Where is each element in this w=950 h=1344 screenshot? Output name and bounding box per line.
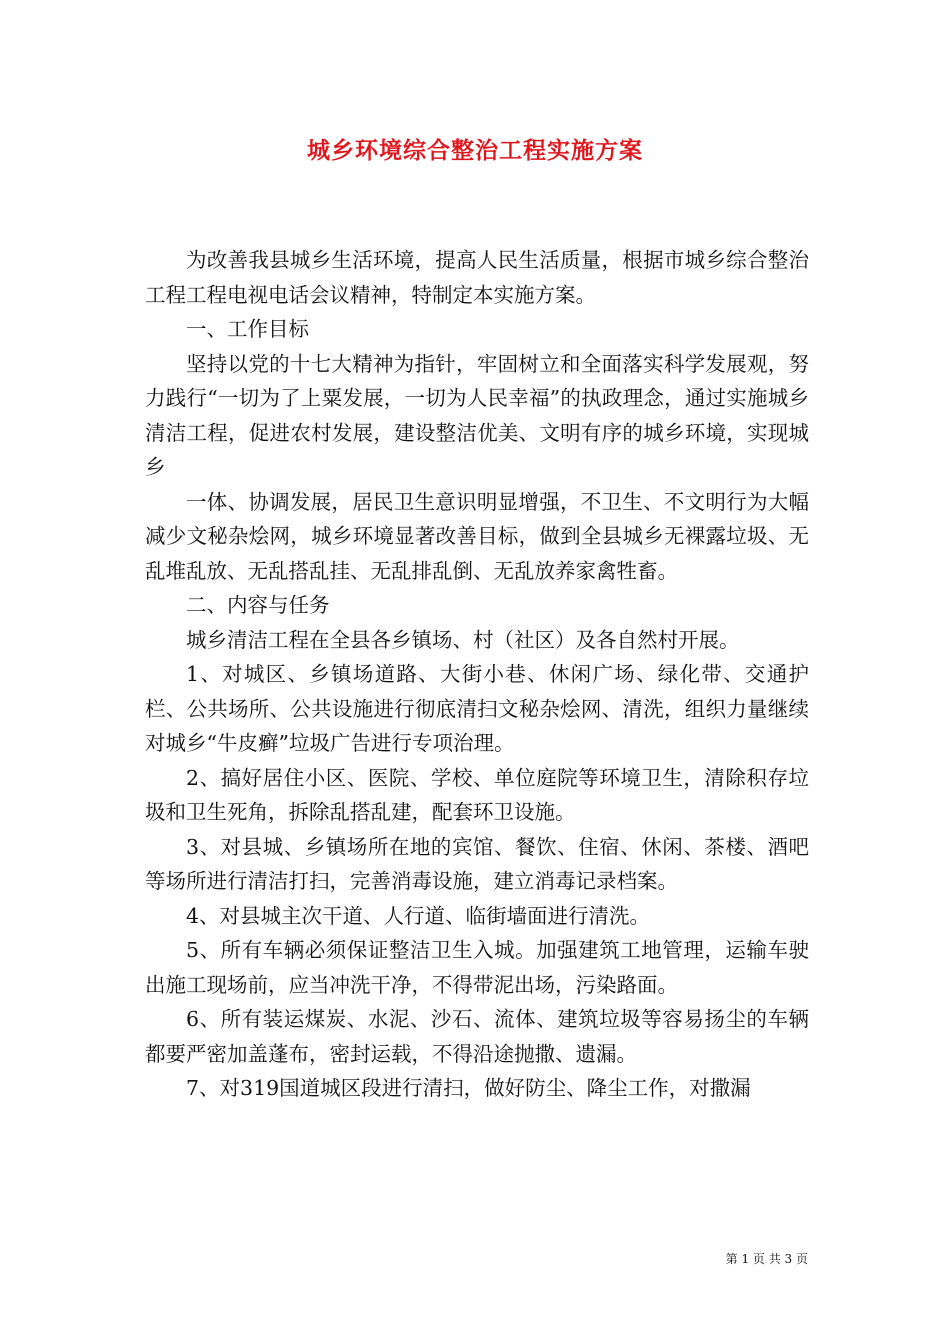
- list-item-6: 6、所有装运煤炭、水泥、沙石、流体、建筑垃圾等容易扬尘的车辆都要严密加盖蓬布，密封运载，不得沿途抛撒、遗漏。: [145, 1007, 809, 1066]
- list-item-5: 5、所有车辆必须保证整洁卫生入城。加强建筑工地管理，运输车驶出施工现场前，应当冲洗干净，不得带泥出场，污染路面。: [145, 938, 809, 997]
- section-heading-2: 二、内容与任务: [186, 593, 330, 617]
- document-body: [145, 243, 809, 1106]
- list-item-3: 3、对县城、乡镇场所在地的宾馆、餐饮、住宿、休闲、茶楼、酒吧等场所进行清洁打扫，完善消毒设施，建立消毒记录档案。: [145, 834, 809, 893]
- page-number-footer: 第 1 页 共 3 页: [725, 1252, 808, 1266]
- paragraph-goal: 坚持以党的十七大精神为指针，牢固树立和全面落实科学发展观，努力践行“一切为了上粟发展，一切为人民幸福”的执政理念，通过实施城乡清洁工程，促进农村发展，建设整洁优美、文明有序的城乡环境，实现城乡: [145, 351, 809, 479]
- list-item-1: 1、对城区、乡镇场道路、大街小巷、休闲广场、绿化带、交通护栏、公共场所、公共设施进行彻底清扫文秘杂烩网、清洗，组织力量继续对城乡“牛皮癣”垃圾广告进行专项治理。: [145, 662, 809, 755]
- paragraph-goal-cont: 一体、协调发展，居民卫生意识明显增强，不卫生、不文明行为大幅减少文秘杂烩网，城乡环境显著改善目标，做到全县城乡无裸露垃圾、无乱堆乱放、无乱搭乱挂、无乱排乱倒、无乱放养家禽牲畜。: [145, 489, 809, 583]
- list-item-4: 4、对县城主次干道、人行道、临街墙面进行清洗。: [186, 903, 651, 928]
- paragraph-intro: 为改善我县城乡生活环境，提高人民生活质量，根据市城乡综合整治工程工程电视电话会议精神，特制定本实施方案。: [145, 248, 809, 307]
- list-item-2: 2、搞好居住小区、医院、学校、单位庭院等环境卫生，清除积存垃圾和卫生死角，拆除乱搭乱建，配套环卫设施。: [145, 765, 809, 824]
- document-title: 城乡环境综合整治工程实施方案: [307, 137, 643, 164]
- section-heading-1: 一、工作目标: [186, 317, 309, 341]
- paragraph-scope: 城乡清洁工程在全县各乡镇场、村（社区）及各自然村开展。: [186, 627, 740, 652]
- list-item-7: 7、对319国道城区段进行清扫，做好防尘、降尘工作，对撒漏: [186, 1076, 751, 1100]
